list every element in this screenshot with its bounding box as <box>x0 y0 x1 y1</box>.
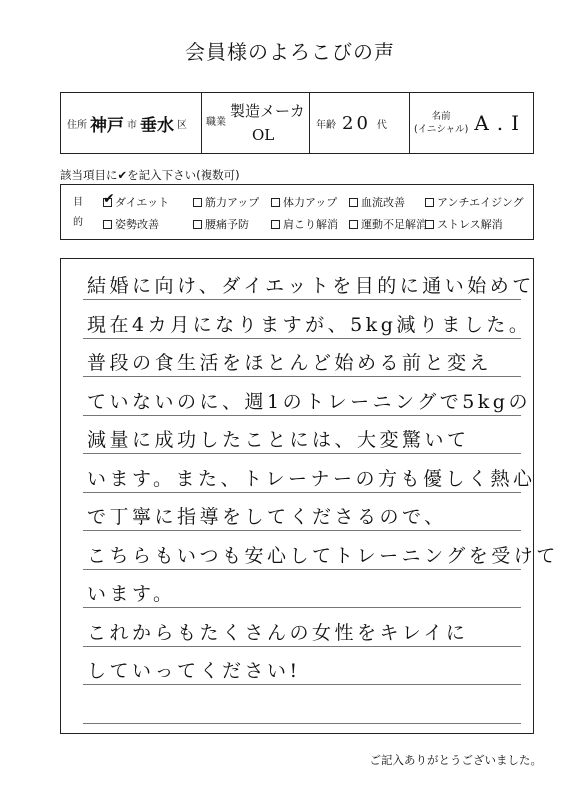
comment-line: していってください! <box>87 660 301 682</box>
ruled-line <box>83 607 521 608</box>
ruled-line <box>83 492 521 493</box>
ruled-line <box>83 453 521 454</box>
purpose-option-label: 運動不足解消 <box>361 218 427 231</box>
ruled-line <box>83 530 521 531</box>
purpose-option[interactable] <box>103 190 170 210</box>
job-value-2: OL <box>252 126 275 144</box>
purpose-label-top: 目 <box>73 197 83 208</box>
comment-line: 減量に成功したことには、大変驚いて <box>87 429 470 451</box>
checkbox-icon[interactable] <box>349 220 358 229</box>
purpose-label <box>71 193 85 233</box>
purpose-option[interactable] <box>193 194 259 210</box>
customer-info-box <box>60 92 534 154</box>
purpose-option[interactable] <box>425 216 503 232</box>
name-value: A.I <box>474 111 528 135</box>
comment-line: 現在4カ月になりますが、5kg減りました。 <box>87 313 532 336</box>
page-title: 会員様のよろこびの声 <box>185 40 395 64</box>
address-ward: 垂水 <box>140 115 174 136</box>
purpose-option-label: 肩こり解消 <box>283 218 338 231</box>
job-value-1: 製造メーカ <box>230 102 305 120</box>
purpose-option-label: 体力アップ <box>283 196 338 209</box>
purpose-option[interactable] <box>349 194 405 210</box>
ruled-line <box>83 646 521 647</box>
comment-line: います。また、トレーナーの方も優しく熱心 <box>87 467 536 490</box>
age-cell <box>309 93 409 153</box>
ruled-line <box>83 569 521 570</box>
checkbox-icon[interactable] <box>271 198 280 207</box>
purpose-instruction: 該当項目に✔を記入下さい(複数可) <box>60 168 240 182</box>
address-city: 神戸 <box>90 115 124 136</box>
purpose-option[interactable] <box>271 194 337 210</box>
name-cell <box>409 93 533 153</box>
age-value: 20 <box>342 112 371 134</box>
ruled-line <box>83 338 521 339</box>
comment-line: で丁寧に指導をしてくださるので、 <box>87 506 447 528</box>
comment-line: います。 <box>87 583 176 605</box>
ruled-line <box>83 376 521 377</box>
purpose-label-bottom: 的 <box>73 217 83 228</box>
purpose-option-label: 腰痛予防 <box>205 218 249 231</box>
purpose-box <box>60 184 534 240</box>
checkbox-icon[interactable] <box>425 198 434 207</box>
age-label: 年齢 <box>316 119 336 131</box>
comment-line: 結婚に向け、ダイエットを目的に通い始めて <box>87 275 535 297</box>
purpose-option-label: アンチエイジング <box>437 196 524 209</box>
comment-line: これからもたくさんの女性をキレイに <box>87 621 469 644</box>
purpose-option[interactable] <box>271 216 338 232</box>
comment-line: 普段の食生活をほとんど始める前と変え <box>87 352 493 374</box>
purpose-option-label: 血流改善 <box>361 196 405 209</box>
name-label: 名前 <box>431 111 451 122</box>
checkbox-icon[interactable] <box>103 220 112 229</box>
checkbox-icon[interactable] <box>103 190 115 207</box>
ward-suffix: 区 <box>177 119 187 131</box>
address-cell <box>61 93 201 153</box>
job-cell <box>201 93 309 153</box>
checkbox-icon[interactable] <box>193 220 202 229</box>
ruled-line <box>83 684 521 685</box>
purpose-option[interactable] <box>103 216 159 232</box>
purpose-option-label: 筋力アップ <box>205 196 260 209</box>
age-suffix: 代 <box>376 119 387 131</box>
purpose-option-label: ストレス解消 <box>437 218 503 231</box>
checkbox-icon[interactable] <box>193 198 202 207</box>
thanks-footer: ご記入ありがとうございました。 <box>369 753 542 767</box>
ruled-line <box>83 723 521 724</box>
checkbox-icon[interactable] <box>349 198 358 207</box>
job-label: 職業 <box>206 117 226 128</box>
purpose-option[interactable] <box>193 216 249 232</box>
address-label: 住所 <box>67 119 87 131</box>
comment-line: ていないのに、週1のトレーニングで5kgの <box>87 390 531 413</box>
checkbox-icon[interactable] <box>425 220 434 229</box>
checkbox-icon[interactable] <box>271 220 280 229</box>
comment-box <box>60 258 559 734</box>
comment-line: こちらもいつも安心してトレーニングを受けて <box>87 544 559 567</box>
purpose-option-label: 姿勢改善 <box>115 218 159 231</box>
ruled-line <box>83 415 521 416</box>
ruled-line <box>83 299 521 300</box>
purpose-option[interactable] <box>349 216 427 232</box>
name-sub-label: (イニシャル) <box>414 124 469 135</box>
purpose-option-label: ダイエット <box>115 196 170 209</box>
city-suffix: 市 <box>127 119 137 131</box>
check-mark-icon: ✔ <box>103 190 115 207</box>
purpose-option[interactable] <box>425 194 524 210</box>
